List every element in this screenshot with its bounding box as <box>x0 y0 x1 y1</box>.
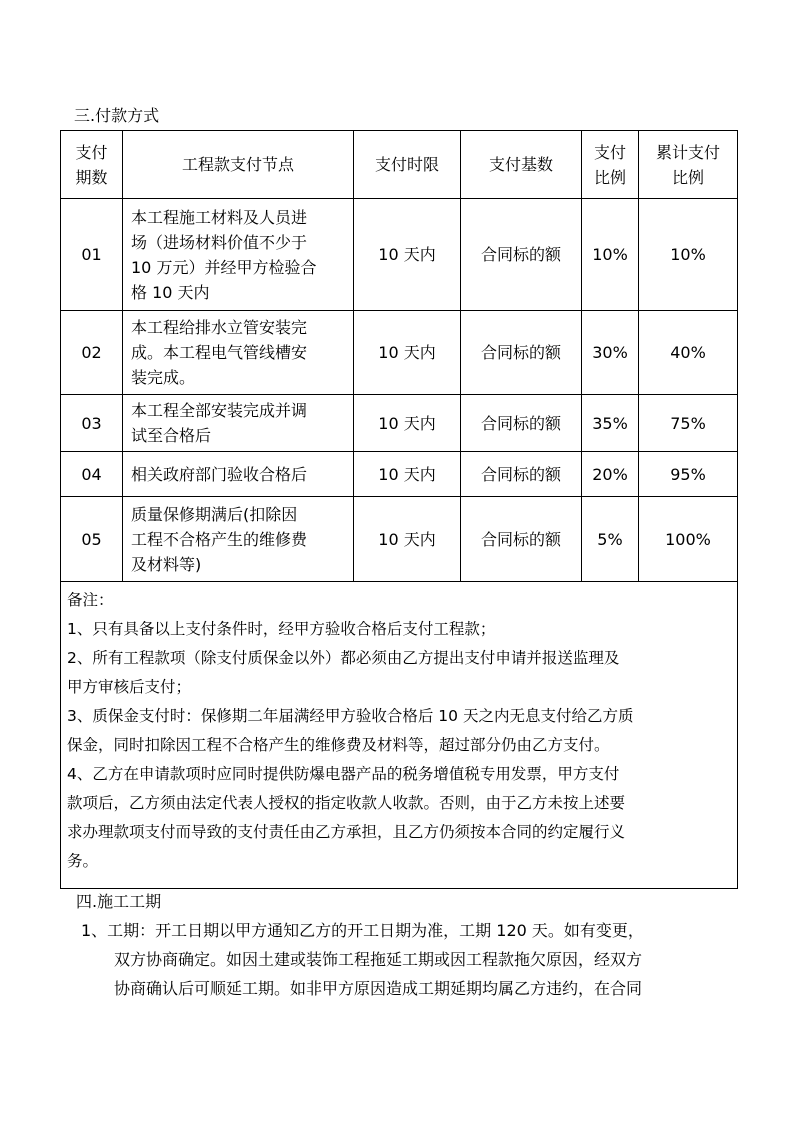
cell-ratio: 10% <box>582 199 639 311</box>
note-line: 保金，同时扣除因工程不合格产生的维修费及材料等，超过部分仍由乙方支付。 <box>67 736 610 754</box>
table-row <box>61 452 738 497</box>
cell-base: 合同标的额 <box>461 497 582 582</box>
cell-node: 本工程给排水立管安装完 成。本工程电气管线槽安 装完成。 <box>123 311 354 395</box>
table-row <box>61 199 738 311</box>
payment-table <box>60 130 738 889</box>
cell-time: 10 天内 <box>354 199 461 311</box>
table-header-row <box>61 131 738 199</box>
cell-cumulative: 75% <box>639 395 738 452</box>
cell-time: 10 天内 <box>354 395 461 452</box>
note-line: 2、所有工程款项（除支付质保金以外）都必须由乙方提出支付申请并报送监理及 <box>67 649 620 667</box>
note-line: 款项后，乙方须由法定代表人授权的指定收款人收款。否则，由于乙方未按上述要 <box>67 794 626 812</box>
cell-base: 合同标的额 <box>461 311 582 395</box>
note-line: 甲方审核后支付； <box>67 678 192 696</box>
cell-period: 02 <box>61 311 123 395</box>
cell-period: 03 <box>61 395 123 452</box>
section-3-title: 三.付款方式 <box>74 106 160 125</box>
cell-ratio: 20% <box>582 452 639 497</box>
header-cumulative: 累计支付 比例 <box>639 131 738 199</box>
paragraph-line: 双方协商确定。如因土建或装饰工程拖延工期或因工程款拖欠原因，经双方 <box>114 950 643 969</box>
header-node: 工程款支付节点 <box>123 131 354 199</box>
header-period: 支付 期数 <box>61 131 123 199</box>
cell-base: 合同标的额 <box>461 199 582 311</box>
cell-node: 相关政府部门验收合格后 <box>123 452 354 497</box>
notes-heading: 备注： <box>67 591 114 609</box>
header-base: 支付基数 <box>461 131 582 199</box>
cell-period: 04 <box>61 452 123 497</box>
cell-node: 质量保修期满后(扣除因 工程不合格产生的维修费 及材料等) <box>123 497 354 582</box>
section-4-title: 四.施工工期 <box>76 892 162 911</box>
cell-ratio: 30% <box>582 311 639 395</box>
cell-node: 本工程施工材料及人员进 场（进场材料价值不少于 10 万元）并经甲方检验合 格 10 天内 <box>123 199 354 311</box>
cell-base: 合同标的额 <box>461 395 582 452</box>
note-line: 务。 <box>67 852 99 870</box>
note-line: 3、质保金支付时：保修期二年届满经甲方验收合格后 10 天之内无息支付给乙方质 <box>67 707 634 725</box>
table-row <box>61 395 738 452</box>
paragraph-line: 协商确认后可顺延工期。如非甲方原因造成工期延期均属乙方违约，在合同 <box>114 979 643 998</box>
table-row <box>61 311 738 395</box>
note-line: 4、乙方在申请款项时应同时提供防爆电器产品的税务增值税专用发票，甲方支付 <box>67 765 620 783</box>
cell-period: 05 <box>61 497 123 582</box>
cell-period: 01 <box>61 199 123 311</box>
notes-cell <box>61 582 738 889</box>
header-ratio: 支付 比例 <box>582 131 639 199</box>
cell-cumulative: 10% <box>639 199 738 311</box>
cell-cumulative: 100% <box>639 497 738 582</box>
notes-row <box>61 582 738 889</box>
cell-ratio: 35% <box>582 395 639 452</box>
cell-time: 10 天内 <box>354 452 461 497</box>
cell-time: 10 天内 <box>354 311 461 395</box>
cell-base: 合同标的额 <box>461 452 582 497</box>
note-line: 1、只有具备以上支付条件时，经甲方验收合格后支付工程款； <box>67 620 496 638</box>
paragraph-line: 1、工期：开工日期以甲方通知乙方的开工日期为准，工期 120 天。如有变更， <box>81 921 644 940</box>
table-row <box>61 497 738 582</box>
cell-cumulative: 40% <box>639 311 738 395</box>
cell-ratio: 5% <box>582 497 639 582</box>
cell-node: 本工程全部安装完成并调 试至合格后 <box>123 395 354 452</box>
cell-cumulative: 95% <box>639 452 738 497</box>
header-time: 支付时限 <box>354 131 461 199</box>
note-line: 求办理款项支付而导致的支付责任由乙方承担，且乙方仍须按本合同的约定履行义 <box>67 823 626 841</box>
construction-period-paragraph <box>81 916 731 1003</box>
cell-time: 10 天内 <box>354 497 461 582</box>
